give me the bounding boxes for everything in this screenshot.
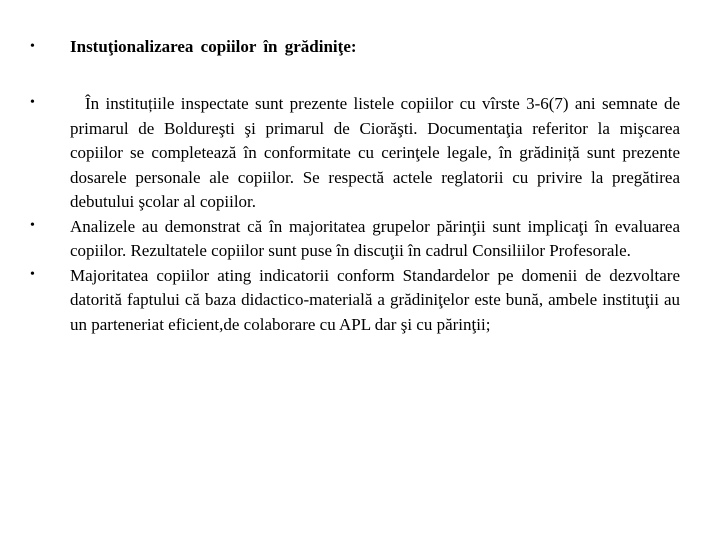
list-item-text: Analizele au demonstrat că în majoritatea grupelor părinţii sunt implicaţi în evaluarea copiilor. Rezultatele copiilor sunt puse în discuţii în cadrul Consiliilor Profesorale. (70, 216, 680, 260)
list-item (30, 264, 690, 338)
bullet-icon: • (30, 266, 35, 282)
list-item (30, 215, 690, 264)
list-item-text: Majoritatea copiilor ating indicatorii conform Standardelor pe domenii de dezvoltare datorită faptului că baza didactico-materială a grădiniţelor este bună, ambele instituţii au un parteneriat eficient,de colaborare cu APL dar şi cu părinţii; (70, 265, 680, 334)
bullet-icon: • (30, 217, 35, 233)
bullet-icon: • (30, 95, 35, 110)
list-item-text: În instituțiile inspectate sunt prezente listele copiilor cu vîrste 3-6(7) ani semnate de primarul de Boldureşti şi primarul de Ciorăşti. Documentaţia referitor la mişcarea copiilor se completează în conformitate cu cerinţele legale, în grădiniță sunt prezente dosarele personale ale copiilor. Se respectă actele reglatorii cu privire la pregătirea debutului şcolar al copiilor. (70, 94, 680, 211)
bullet-icon: • (30, 39, 35, 54)
slide-heading (30, 36, 690, 58)
list-item (30, 92, 690, 215)
heading-text: Instuţionalizarea copiilor în grădiniţe: (70, 37, 357, 56)
bullet-list (30, 92, 690, 337)
